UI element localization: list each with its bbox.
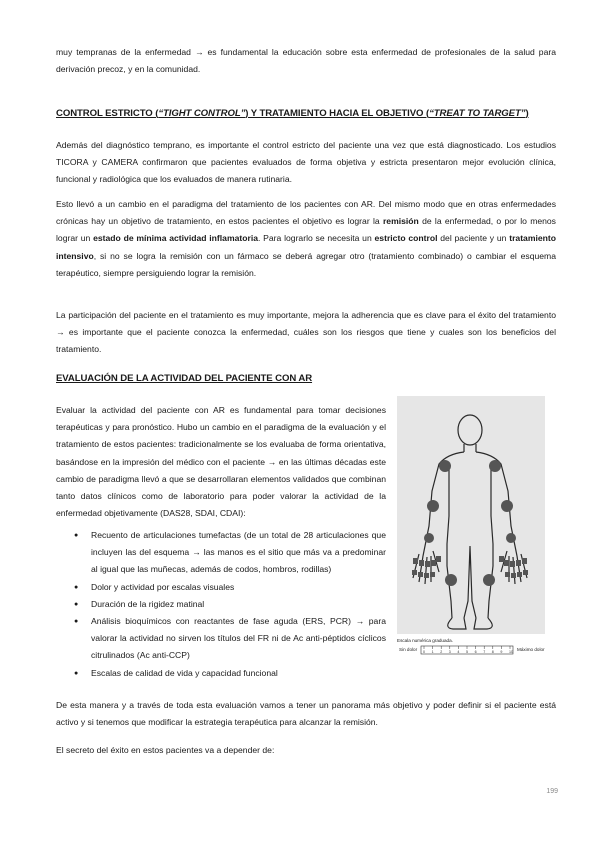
paragraph-tight-control: Además del diagnóstico temprano, es importante el control estricto del paciente una vez que está diagnosticado. Los estudios TICORA y CAMERA confirmaron que pacientes evaluados de forma objetiva y estricta presentaron mejor evolución clínica, funcional y radiológica que los evaluados de manera rutinaria.	[56, 140, 556, 185]
list-item: ● Duración de la rigidez matinal	[56, 596, 386, 613]
scale-tick-label: 5	[466, 650, 468, 654]
body-joints-diagram	[397, 396, 545, 664]
scale-tick-label: 9	[500, 650, 503, 654]
paragraph-patient-participation: La participación del paciente en el tratamiento es muy importante, mejora la adherencia que es clave para el éxito del tratamiento → es importante que el paciente conozca la enfermedad, cuáles son los riesgos que tiene y cuales son los beneficios del tratamiento.	[56, 310, 556, 355]
intro-text-a: muy tempranas de la enfermedad	[56, 47, 195, 57]
scale-tick-label: 3	[448, 650, 451, 654]
list-item: ● Recuento de articulaciones tumefactas (de un total de 28 articulaciones que incluyen las del esquema → las manos es el sitio que más va a predominar al igual que las muñecas, además de codos, hombros, rodillas)	[56, 527, 386, 579]
scale-tick-label: 0	[423, 650, 425, 654]
paragraph-activity-evaluation: Evaluar la actividad del paciente con AR es fundamental para tomar decisiones terapéuticas y para pronóstico. Hubo un cambio en el paradigma de la evaluación y el tratamiento de estos pacientes: tradicionalmente se los evaluaba de forma orientativa, basándose en la impresión del médico con el paciente → en las últimas décadas este cambio de paradigma llevó a que se desarrollaran elementos validados que combinan tanto datos clínicos como de laboratorio para poder valorar la actividad de la enfermedad objetivamente (DAS28, SDAI, CDAI):	[56, 405, 386, 519]
page-number: 199	[546, 788, 558, 795]
intro-paragraph	[56, 44, 556, 78]
scale-tick-label: 10	[509, 650, 513, 654]
arrow-icon: →	[194, 47, 204, 57]
arrow-icon: →	[267, 456, 277, 467]
scale-title: Escala numérica graduada.	[397, 638, 453, 643]
scale-tick-label: 2	[440, 650, 443, 654]
section-heading-tight-control: CONTROL ESTRICTO (“TIGHT CONTROL”) Y TRATAMIENTO HACIA EL OBJETIVO (“TREAT TO TARGET”)	[56, 108, 529, 119]
list-item: ● Análisis bioquímicos con reactantes de fase aguda (ERS, PCR) → para valorar la actividad no sirven los títulos del FR ni de Ac anti-péptidos cíclicos citrulinados (Ac anti-CCP)	[56, 613, 386, 665]
scale-tick-label: 4	[457, 650, 460, 654]
intro-text-b: es fundamental la educación sobre esta enfermedad de profesionales de la salud para derivación precoz, y en la comunidad.	[56, 47, 556, 75]
joint-count-figure	[397, 396, 545, 664]
list-item: ● Escalas de calidad de vida y capacidad funcional	[56, 665, 386, 682]
scale-tick-label: 6	[474, 650, 477, 654]
scale-tick-label: 8	[491, 650, 494, 654]
paragraph-treat-to-target: Esto llevó a un cambio en el paradigma del tratamiento de los pacientes con AR. Del mismo modo que en otras enfermedades crónicas hay un objetivo de tratamiento, en estos pacientes el objetivo es lograr la remisión de la enfermedad, o por lo menos lograr un estado de mínima actividad inflamatoria. Para lograrlo se necesita un estricto control del paciente y un tratamiento intensivo, si no se logra la remisión con un fármaco se deberá agregar otro (tratamiento combinado) o cambiar el esquema terapéutico, siempre persiguiendo lograr la remisión.	[56, 199, 556, 278]
paragraph-success-secret: El secreto del éxito en estos pacientes va a depender de:	[56, 745, 275, 755]
scale-left-label: Sin dolor	[399, 647, 418, 652]
scale-tick-label: 1	[431, 650, 434, 654]
paragraph-panorama: De esta manera y a través de toda esta evaluación vamos a tener un panorama más objetivo y poder definir si el paciente está activo y si tenemos que modificar la estrategia terapéutica para alcanzar la remisión.	[56, 700, 556, 728]
scale-right-label: Máximo dolor	[517, 647, 545, 652]
scale-tick-label: 7	[483, 650, 486, 654]
list-item: ● Dolor y actividad por escalas visuales	[56, 579, 386, 596]
scale-ticks	[423, 646, 513, 654]
section-heading-activity-evaluation: EVALUACIÓN DE LA ACTIVIDAD DEL PACIENTE CON AR	[56, 373, 313, 384]
evaluation-criteria-list	[56, 527, 386, 682]
arrow-icon: →	[56, 327, 65, 338]
